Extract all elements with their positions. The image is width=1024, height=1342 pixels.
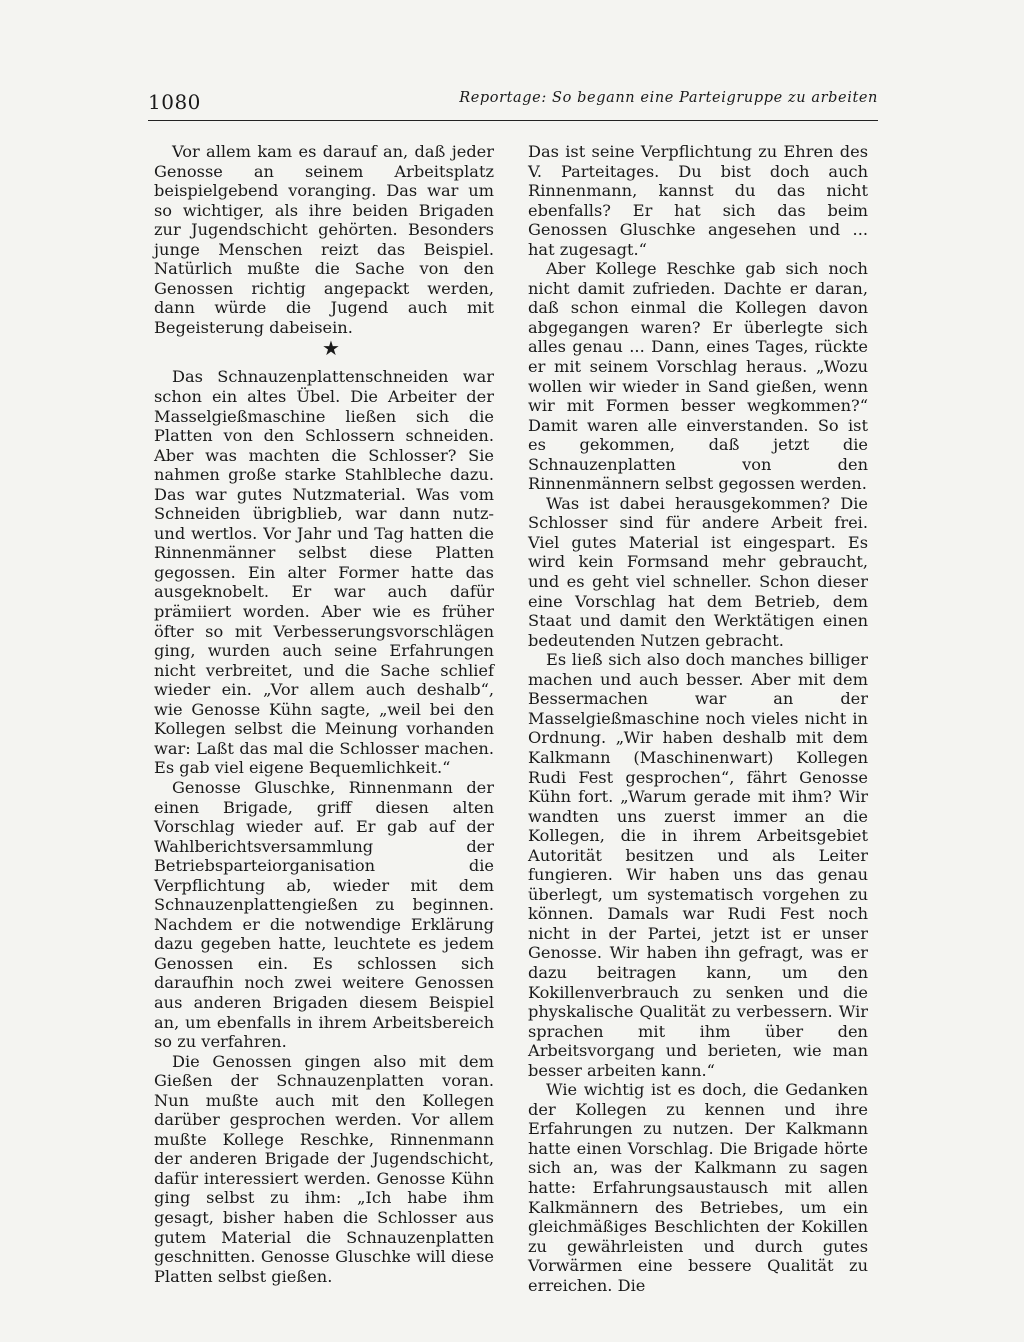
paragraph: Es ließ sich also doch manches billiger machen und auch besser. Aber mit dem Bessermachen war an der Masselgießmaschine noch vieles nicht in Ordnung. „Wir haben deshalb mit dem Kalkmann (Maschinenwart) Kollegen Rudi Fest gesprochen“, fährt Genosse Kühn fort. „Warum gerade mit ihm? Wir wandten uns zuerst immer an die Kollegen, die in ihrem Arbeitsgebiet Autorität besitzen und als Leiter fungieren. Wir haben uns das genau überlegt, um systematisch vorgehen zu können. Damals war Rudi Fest noch nicht in der Partei, jetzt ist er unser Genosse. Wir haben ihn gefragt, was er dazu beitragen kann, um den Kokillenverbrauch zu senken und die physkalische Qualität zu verbessern. Wir sprachen mit ihm über den Arbeitsvorgang und berieten, wie man besser arbeiten kann.“ (528, 650, 868, 1080)
paragraph: Genosse Gluschke, Rinnenmann der einen Brigade, griff diesen alten Vorschlag wieder auf. Er gab auf der Wahlberichtsversammlung der Betriebsparteiorganisation die Verpflichtung ab, wieder mit dem Schnauzenplattengießen zu beginnen. Nachdem er die notwendige Erklärung dazu gegeben hatte, leuchtete es jedem Genossen ein. Es schlossen sich daraufhin noch zwei weitere Genossen aus anderen Brigaden diesem Beispiel an, um ebenfalls in ihrem Arbeitsbereich so zu verfahren. (154, 777, 494, 1052)
page-header (148, 86, 878, 120)
paragraph: Vor allem kam es darauf an, daß jeder Genosse an seinem Arbeitsplatz beispielgebend voranging. Das war um so wichtiger, als ihre beiden Brigaden zur Jugendschicht gehörten. Besonders junge Menschen reizt das Beispiel. Natürlich mußte die Sache von den Genossen richtig angepackt werden, dann würde die Jugend auch mit Begeisterung dabeisein. (154, 142, 494, 337)
paragraph: Das Schnauzenplattenschneiden war schon ein altes Übel. Die Arbeiter der Masselgießmaschine ließen sich die Platten von den Schlossern schneiden. Aber was machten die Schlosser? Sie nahmen große starke Stahlbleche dazu. Das war gutes Nutzmaterial. Was vom Schneiden übrigblieb, war dann nutz- und wertlos. Vor Jahr und Tag hatten die Rinnenmänner selbst diese Platten gegossen. Ein alter Former hatte das ausgeknobelt. Er war auch dafür prämiiert worden. Aber wie es früher öfter so mit Verbesserungsvorschlägen ging, wurden auch seine Erfahrungen nicht verbreitet, und die Sache schlief wieder ein. „Vor allem auch deshalb“, wie Genosse Kühn sagte, „weil bei den Kollegen selbst die Meinung vorhanden war: Laßt das mal die Schlosser machen. Es gab viel eigene Bequemlichkeit.“ (154, 367, 494, 778)
paragraph: Die Genossen gingen also mit dem Gießen der Schnauzenplatten voran. Nun mußte auch mit den Kollegen darüber gesprochen werden. Vor allem mußte Kollege Reschke, Rinnenmann der anderen Brigade der Jugendschicht, dafür interessiert werden. Genosse Kühn ging selbst zu ihm: „Ich habe ihm gesagt, bisher haben die Schlosser aus gutem Material die Schnauzenplatten geschnitten. Genosse Gluschke will diese Platten selbst gießen. (154, 1051, 494, 1286)
right-column (528, 142, 868, 1295)
paragraph: Das ist seine Verpflichtung zu Ehren des V. Parteitages. Du bist doch auch Rinnenmann, kannst du das nicht ebenfalls? Er hat sich das beim Genossen Gluschke angesehen und ... hat zugesagt.“ (528, 142, 868, 259)
paragraph: Was ist dabei herausgekommen? Die Schlosser sind für andere Arbeit frei. Viel gutes Material ist eingespart. Es wird kein Formsand mehr gebraucht, und es geht viel schneller. Schon dieser eine Vorschlag hat dem Betrieb, dem Staat und damit den Werktätigen einen bedeutenden Nutzen gebracht. (528, 493, 868, 650)
paragraph: Wie wichtig ist es doch, die Gedanken der Kollegen zu kennen und ihre Erfahrungen zu nutzen. Der Kalkmann hatte einen Vorschlag. Die Brigade hörte sich an, was der Kalkmann zu sagen hatte: Erfahrungsaustausch mit allen Kalkmännern des Betriebes, um ein gleichmäßiges Beschlichten der Kokillen zu gewährleisten und durch gutes Vorwärmen eine bessere Qualität zu erreichen. Die (528, 1080, 868, 1295)
section-separator-star-icon: ★ (322, 336, 340, 361)
header-divider (148, 120, 878, 121)
running-title: Reportage: So begann eine Parteigruppe zu arbeiten (459, 90, 878, 106)
page-number: 1080 (148, 90, 201, 114)
paragraph: Aber Kollege Reschke gab sich noch nicht damit zufrieden. Dachte er daran, daß schon einmal die Kollegen davon abgegangen waren? Er überlegte sich alles genau ... Dann, eines Tages, rückte er mit seinem Vorschlag heraus. „Wozu wollen wir wieder in Sand gießen, wenn wir mit Formen besser wegkommen?“ Damit waren alle einverstanden. So ist es gekommen, daß jetzt die Schnauzenplatten von den Rinnenmännern selbst gegossen werden. (528, 259, 868, 494)
left-column (154, 142, 494, 1286)
